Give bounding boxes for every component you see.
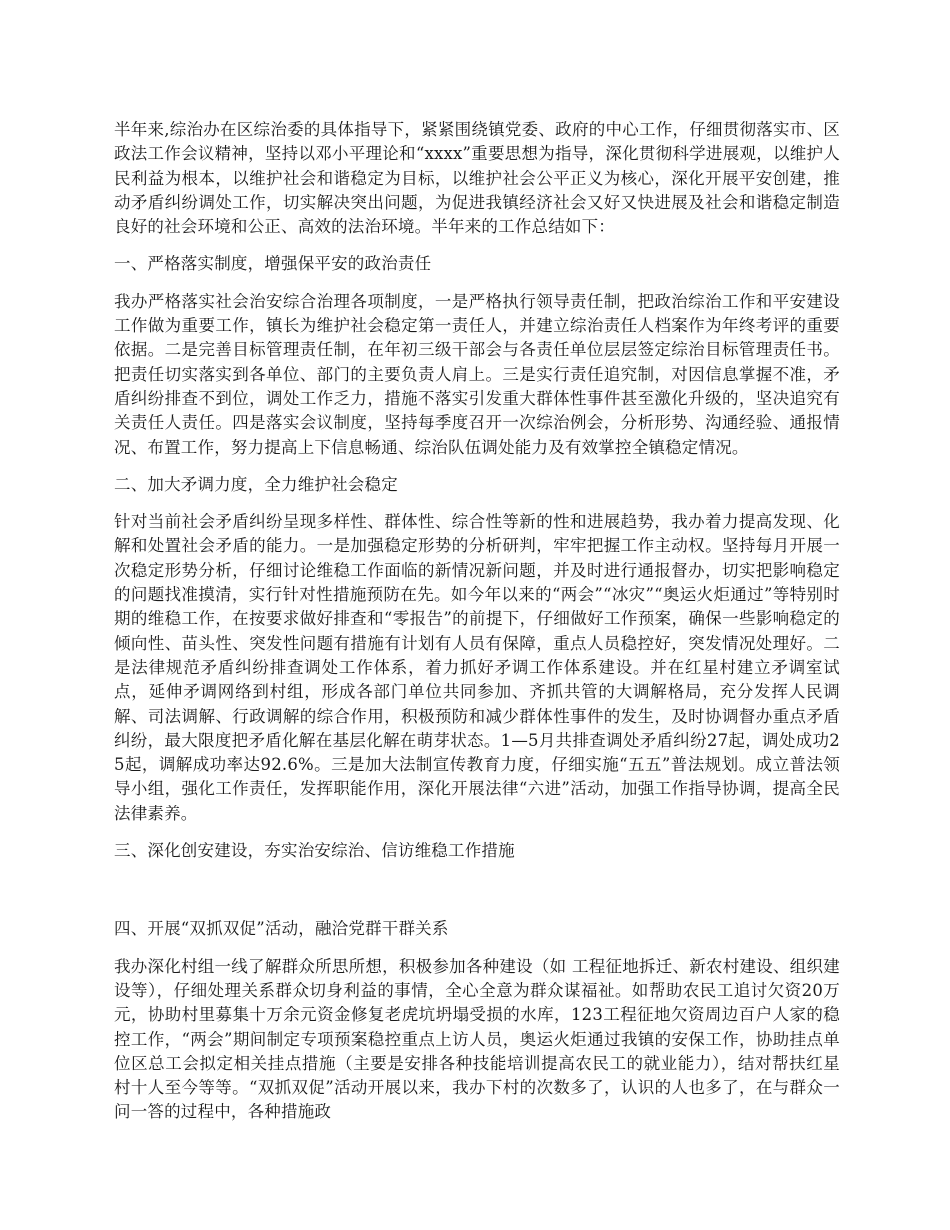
spacer — [114, 460, 840, 473]
spacer — [114, 826, 840, 839]
spacer — [114, 239, 840, 252]
document-page — [114, 118, 840, 1125]
section-3-heading: 三、深化创安建设，夯实治安综治、信访维稳工作措施 — [114, 841, 515, 861]
section-1-paragraph: 我办严格落实社会治安综合治理各项制度，一是严格执行领导责任制，把政治综治工作和平安建设工作做为重要工作，镇长为维护社会稳定第一责任人，并建立综治责任人档案作为年终考评的重要依据。二是完善目标管理责任制，在年初三级干部会与各责任单位层层签定综治目标管理责任书。把责任切实落实到各单位、部门的主要负责人肩上。三是实行责任追究制，对因信息掌握不准，矛盾纠纷排查不到位，调处工作乏力，措施不落实引发重大群体性事件甚至激化升级的，坚决追究有关责任人责任。四是落实会议制度，坚持每季度召开一次综治例会，分析形势、沟通经验、通报情况、布置工作，努力提高上下信息畅通、综治队伍调处能力及有效掌控全镇稳定情况。 — [114, 291, 840, 457]
section-4-heading: 四、开展“双抓双促”活动，融洽党群干群关系 — [114, 919, 449, 939]
spacer — [114, 942, 840, 955]
section-2-heading: 二、加大矛调力度，全力维护社会稳定 — [114, 474, 398, 494]
section-1-heading: 一、严格落实制度，增强保平安的政治责任 — [114, 254, 432, 274]
spacer — [114, 277, 840, 290]
spacer — [114, 863, 840, 917]
spacer — [114, 497, 840, 510]
section-4-paragraph: 我办深化村组一线了解群众所思所想，积极参加各种建设（如 工程征地拆迁、新农村建设、组织建设等），仔细处理关系群众切身利益的事情，全心全意为群众谋福祉。如帮助农民工追讨欠资20万元，协助村里募集十万余元资金修复老虎坑坍塌受损的水库，123工程征地欠资周边百户人家的稳控工作，“两会”期间制定专项预案稳控重点上访人员，奥运火炬通过我镇的安保工作，协助挂点单位区总工会拟定相关挂点措施（主要是安排各种技能培训提高农民工的就业能力），结对帮扶红星村十人至今等等。“双抓双促”活动开展以来，我办下村的次数多了，认识的人也多了，在与群众一问一答的过程中，各种措施政 — [114, 956, 840, 1122]
section-2-paragraph: 针对当前社会矛盾纠纷呈现多样性、群体性、综合性等新的性和进展趋势，我办着力提高发现、化解和处置社会矛盾的能力。一是加强稳定形势的分析研判，牢牢把握工作主动权。坚持每月开展一次稳定形势分析，仔细讨论维稳工作面临的新情况新问题，并及时进行通报督办，切实把影响稳定的问题找准摸清，实行针对性措施预防在先。如今年以来的“两会”“冰灾”“奥运火炬通过”等特别时期的维稳工作，在按要求做好排查和“零报告”的前提下，仔细做好工作预案，确保一些影响稳定的倾向性、苗头性、突发性问题有措施有计划有人员有保障，重点人员稳控好，突发情况处理好。二是法律规范矛盾纠纷排查调处工作体系，着力抓好矛调工作体系建设。并在红星村建立矛调室试点，延伸矛调网络到村组，形成各部门单位共同参加、齐抓共管的大调解格局，充分发挥人民调解、司法调解、行政调解的综合作用，积极预防和减少群体性事件的发生，及时协调督办重点矛盾纠纷，最大限度把矛盾化解在基层化解在萌芽状态。1—5月共排查调处矛盾纠纷27起，调处成功25起，调解成功率达92.6%。三是加大法制宣传教育力度，仔细实施“五五”普法规划。成立普法领导小组，强化工作责任，发挥职能作用，深化开展法律“六进”活动，加强工作指导协调，提高全民法律素养。 — [114, 512, 840, 823]
intro-paragraph: 半年来,综治办在区综治委的具体指导下，紧紧围绕镇党委、政府的中心工作，仔细贯彻落实市、区政法工作会议精神，坚持以邓小平理论和“xxxx”重要思想为指导，深化贯彻科学进展观，以维护人民利益为根本，以维护社会和谐稳定为目标，以维护社会公平正义为核心，深化开展平安创建，推动矛盾纠纷调处工作，切实解决突出问题，为促进我镇经济社会又好又快进展及社会和谐稳定制造良好的社会环境和公正、高效的法治环境。半年来的工作总结如下： — [114, 120, 840, 237]
